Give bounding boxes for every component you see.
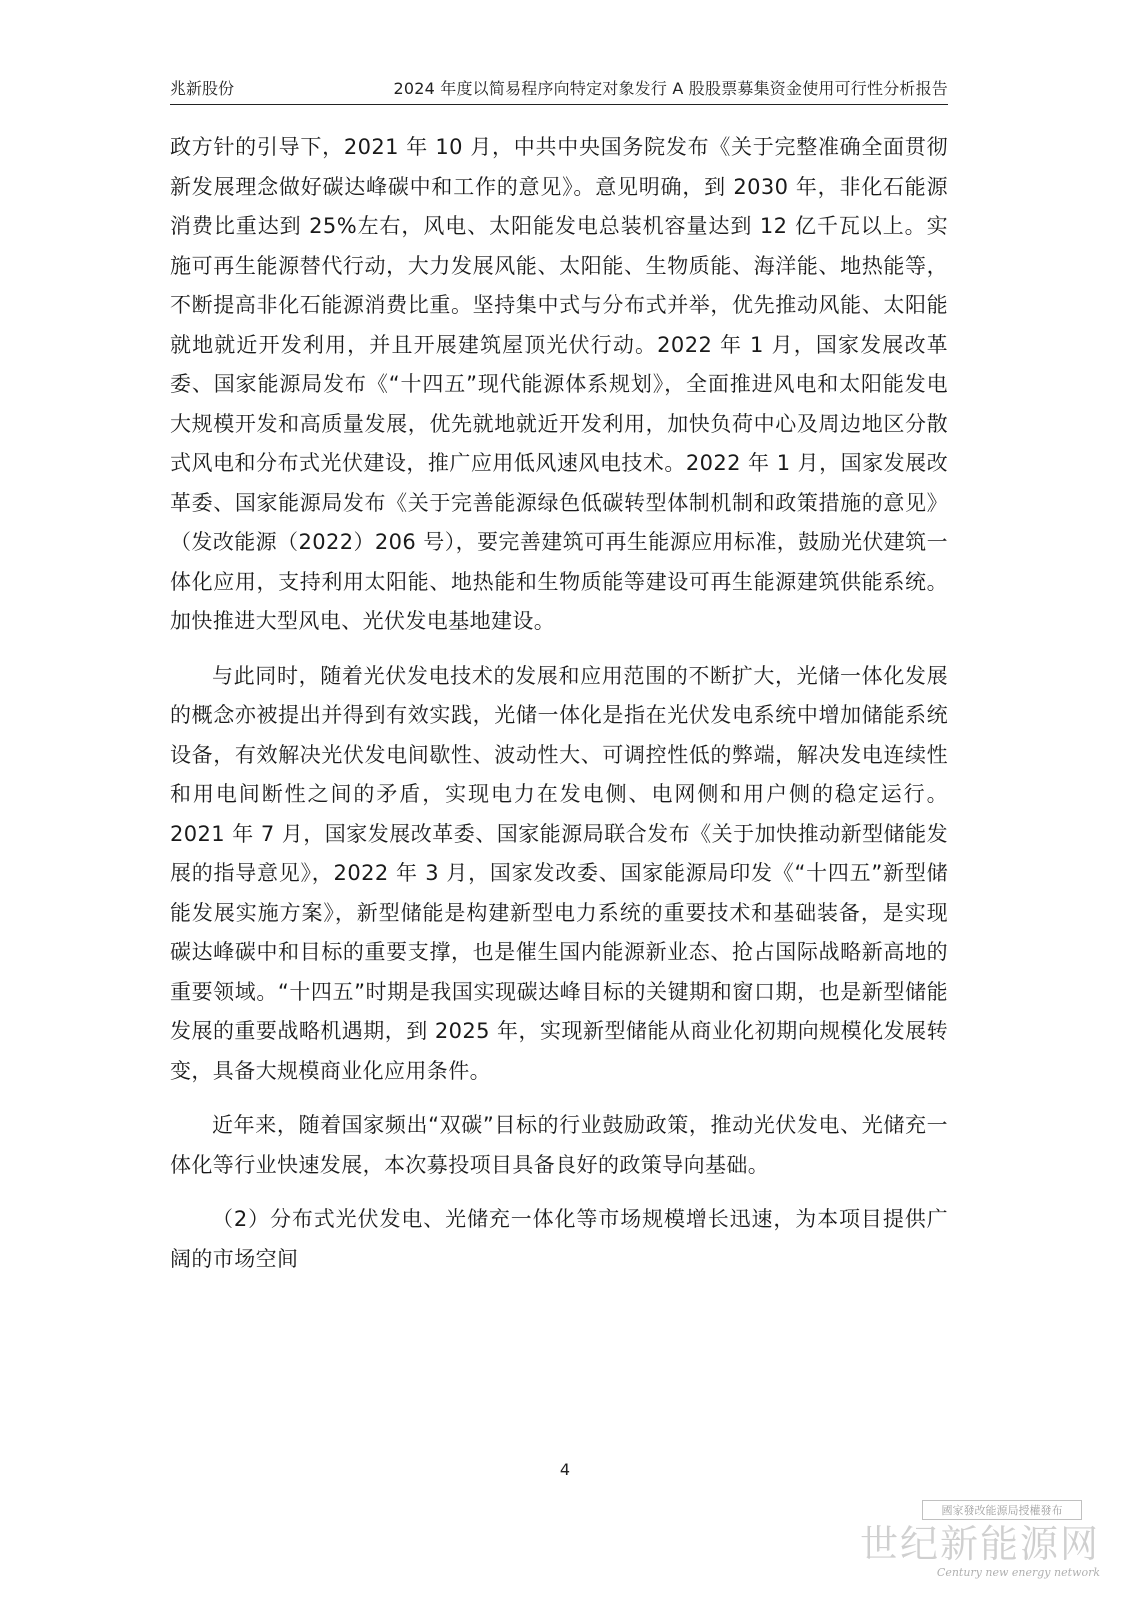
page-header xyxy=(170,78,948,105)
watermark-main-text: 世纪新能源网 xyxy=(860,1522,1101,1566)
section-heading-market-scale: （2）分布式光伏发电、光储充一体化等市场规模增长迅速，为本项目提供广阔的市场空间 xyxy=(170,1207,948,1271)
watermark-logo xyxy=(860,1500,1100,1580)
company-name: 兆新股份 xyxy=(170,79,235,98)
paragraph-dual-carbon: 近年来，随着国家频出“双碳”目标的行业鼓励政策，推动光伏发电、光储充一体化等行业快速发展，本次募投项目具备良好的政策导向基础。 xyxy=(170,1113,948,1177)
watermark-top-text: 國家發改能源局授權發布 xyxy=(922,1500,1082,1520)
document-body xyxy=(170,128,948,1279)
paragraph-storage-integration: 与此同时，随着光伏发电技术的发展和应用范围的不断扩大，光储一体化发展的概念亦被提出并得到有效实践，光储一体化是指在光伏发电系统中增加储能系统设备，有效解决光伏发电间歇性、波动性大、可调控性低的弊端，解决发电连续性和用电间断性之间的矛盾，实现电力在发电侧、电网侧和用户侧的稳定运行。2021 年 7 月，国家发展改革委、国家能源局联合发布《关于加快推动新型储能发展的指导意见》，2022 年 3 月，国家发改委、国家能源局印发《“十四五”新型储能发展实施方案》，新型储能是构建新型电力系统的重要技术和基础装备，是实现碳达峰碳中和目标的重要支撑，也是催生国内能源新业态、抢占国际战略新高地的重要领域。“十四五”时期是我国实现碳达峰目标的关键期和窗口期，也是新型储能发展的重要战略机遇期，到 2025 年，实现新型储能从商业化初期向规模化发展转变，具备大规模商业化应用条件。 xyxy=(170,663,948,1083)
watermark-sub-text: Century new energy network xyxy=(936,1566,1100,1579)
report-title: 2024 年度以简易程序向特定对象发行 A 股股票募集资金使用可行性分析报告 xyxy=(393,79,948,98)
paragraph-policy-continuation: 政方针的引导下，2021 年 10 月，中共中央国务院发布《关于完整准确全面贯彻新发展理念做好碳达峰碳中和工作的意见》。意见明确，到 2030 年，非化石能源消费比重达到 25%左右，风电、太阳能发电总装机容量达到 12 亿千瓦以上。实施可再生能源替代行动，大力发展风能、太阳能、生物质能、海洋能、地热能等，不断提高非化石能源消费比重。坚持集中式与分布式并举，优先推动风能、太阳能就地就近开发利用，并且开展建筑屋顶光伏行动。2022 年 1 月，国家发展改革委、国家能源局发布《“十四五”现代能源体系规划》，全面推进风电和太阳能发电大规模开发和高质量发展，优先就地就近开发利用，加快负荷中心及周边地区分散式风电和分布式光伏建设，推广应用低风速风电技术。2022 年 1 月，国家发展改革委、国家能源局发布《关于完善能源绿色低碳转型体制机制和政策措施的意见》（发改能源（2022）206 号），要完善建筑可再生能源应用标准，鼓励光伏建筑一体化应用，支持利用太阳能、地热能和生物质能等建设可再生能源建筑供能系统。加快推进大型风电、光伏发电基地建设。 xyxy=(170,135,948,633)
page-number: 4 xyxy=(559,1460,571,1479)
